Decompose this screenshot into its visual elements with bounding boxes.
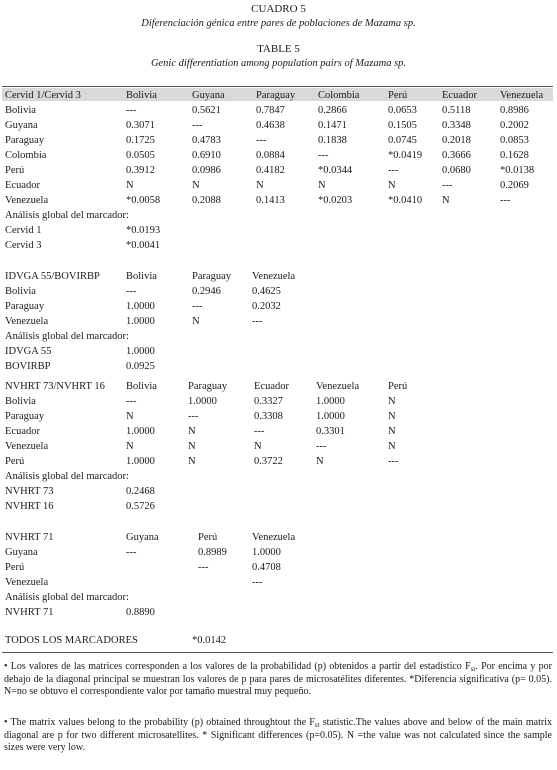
matrix-cell: N xyxy=(126,180,134,191)
matrix-cell: --- xyxy=(192,301,203,312)
matrix-cell: N xyxy=(388,441,396,452)
column-header: Perú xyxy=(198,532,218,543)
matrix-cell: 0.3308 xyxy=(254,411,283,422)
matrix-cell: 0.0884 xyxy=(256,150,285,161)
column-header: Paraguay xyxy=(188,381,228,392)
matrix-cell: --- xyxy=(388,456,399,467)
row-label: Venezuela xyxy=(5,441,49,452)
marker-name: IDVGA 55 xyxy=(5,346,52,357)
column-header: Venezuela xyxy=(500,90,544,101)
matrix-cell: N xyxy=(442,195,450,206)
matrix-cell: 0.1725 xyxy=(126,135,155,146)
matrix-cell: 0.4638 xyxy=(256,120,285,131)
column-header: Venezuela xyxy=(252,532,296,543)
row-label: Venezuela xyxy=(5,195,49,206)
row-label: Guyana xyxy=(5,547,38,558)
matrix-cell: 0.4708 xyxy=(252,562,281,573)
row-label: Venezuela xyxy=(5,577,49,588)
column-header: Venezuela xyxy=(252,271,296,282)
matrix-cell: --- xyxy=(388,165,399,176)
matrix-cell: --- xyxy=(252,577,263,588)
matrix-cell: 0.1838 xyxy=(318,135,347,146)
matrix-cell: 0.2069 xyxy=(500,180,529,191)
matrix-cell: 0.3666 xyxy=(442,150,471,161)
matrix-cell: N xyxy=(188,456,196,467)
matrix-cell: 0.3071 xyxy=(126,120,155,131)
matrix-cell: *0.0058 xyxy=(126,195,161,206)
column-header: Guyana xyxy=(192,90,225,101)
marker-global-value: 0.5726 xyxy=(126,501,155,512)
matrix-cell: 0.4182 xyxy=(256,165,285,176)
matrix-cell: N xyxy=(126,411,134,422)
marker-name: NVHRT 71 xyxy=(5,607,54,618)
global-analysis-label: Análisis global del marcador: xyxy=(5,331,129,342)
matrix-cell: 0.0986 xyxy=(192,165,221,176)
matrix-cell: --- xyxy=(254,426,265,437)
matrix-cell: 0.2032 xyxy=(252,301,281,312)
global-analysis-label: Análisis global del marcador: xyxy=(5,210,129,221)
matrix-cell: 0.2088 xyxy=(192,195,221,206)
matrix-cell: --- xyxy=(442,180,453,191)
cuadro-title: Diferenciación génica entre pares de poblaciones de Mazama sp. xyxy=(141,18,416,29)
matrix-cell: 1.0000 xyxy=(316,396,345,407)
column-header: Perú xyxy=(388,381,408,392)
column-header: Bolivia xyxy=(126,381,157,392)
column-header: Bolivia xyxy=(126,271,157,282)
matrix-cell: 0.1505 xyxy=(388,120,417,131)
matrix-cell: N xyxy=(388,411,396,422)
matrix-cell: *0.0344 xyxy=(318,165,353,176)
matrix-cell: 0.2866 xyxy=(318,105,347,116)
matrix-cell: 0.4783 xyxy=(192,135,221,146)
marker-name: NVHRT 16 xyxy=(5,501,54,512)
matrix-cell: 0.0680 xyxy=(442,165,471,176)
matrix-title: IDVGA 55/BOVIRBP xyxy=(5,271,100,282)
column-header: Paraguay xyxy=(192,271,232,282)
matrix-cell: --- xyxy=(192,120,203,131)
table-title: Genic differentiation among population pairs of Mazama sp. xyxy=(150,58,407,69)
matrix-cell: 0.2946 xyxy=(192,286,221,297)
note-spanish: • Los valores de las matrices corresponden a los valores de la probabilidad (p) obtenidos a partir del estadístico $F_{st}$. Por encima y por debajo de la diagonal principal se muestran los valores de p para pares de microsatélites diferentes. *Diferencia significativa (p= 0.05). N=no se obtuvo el correspondiente valor por tamaño muestral muy pequeño. xyxy=(4,661,552,697)
row-label: Perú xyxy=(5,562,25,573)
matrix-cell: 1.0000 xyxy=(126,426,155,437)
matrix-title: NVHRT 71 xyxy=(5,532,54,543)
matrix-cell: N xyxy=(388,426,396,437)
matrix-cell: 0.4625 xyxy=(252,286,281,297)
matrix-cell: 0.6910 xyxy=(192,150,221,161)
row-label: Ecuador xyxy=(5,180,40,191)
cuadro-number: CUADRO 5 xyxy=(251,3,306,15)
matrix-cell: --- xyxy=(188,411,199,422)
marker-name: Cervid 3 xyxy=(5,240,42,251)
row-label: Paraguay xyxy=(5,135,45,146)
matrix-cell: 1.0000 xyxy=(252,547,281,558)
table-bottom-rule xyxy=(2,652,553,653)
matrix-cell: --- xyxy=(126,396,137,407)
row-label: Paraguay xyxy=(5,301,45,312)
row-label: Perú xyxy=(5,165,25,176)
marker-name: NVHRT 73 xyxy=(5,486,54,497)
marker-global-value: 1.0000 xyxy=(126,346,155,357)
matrix-cell: 0.8986 xyxy=(500,105,529,116)
matrix-cell: --- xyxy=(126,547,137,558)
matrix-cell: 0.0505 xyxy=(126,150,155,161)
column-header: Paraguay xyxy=(256,90,296,101)
column-header: Perú xyxy=(388,90,408,101)
global-analysis-label: Análisis global del marcador: xyxy=(5,592,129,603)
matrix-cell: 0.1471 xyxy=(318,120,347,131)
matrix-cell: --- xyxy=(126,105,137,116)
table-top-rule xyxy=(2,86,553,87)
matrix-cell: N xyxy=(388,396,396,407)
matrix-cell: N xyxy=(192,316,200,327)
matrix-cell: N xyxy=(254,441,262,452)
matrix-cell: 0.5621 xyxy=(192,105,221,116)
row-label: Paraguay xyxy=(5,411,45,422)
matrix-cell: *0.0410 xyxy=(388,195,423,206)
matrix-cell: 0.7847 xyxy=(256,105,285,116)
matrix-cell: 0.1413 xyxy=(256,195,285,206)
matrix-cell: 0.3327 xyxy=(254,396,283,407)
matrix-cell: 1.0000 xyxy=(126,456,155,467)
matrix-cell: 0.3722 xyxy=(254,456,283,467)
matrix-cell: N xyxy=(126,441,134,452)
marker-global-value: *0.0193 xyxy=(126,225,161,236)
matrix-cell: 0.3301 xyxy=(316,426,345,437)
matrix-cell: N xyxy=(192,180,200,191)
row-label: Ecuador xyxy=(5,426,40,437)
marker-name: BOVIRBP xyxy=(5,361,51,372)
matrix-cell: 0.5118 xyxy=(442,105,471,116)
row-label: Venezuela xyxy=(5,316,49,327)
matrix-cell: 1.0000 xyxy=(188,396,217,407)
matrix-cell: --- xyxy=(198,562,209,573)
matrix-cell: --- xyxy=(318,150,329,161)
matrix-cell: 0.3348 xyxy=(442,120,471,131)
row-label: Perú xyxy=(5,456,25,467)
matrix-title: Cervid 1/Cervid 3 xyxy=(5,90,81,101)
matrix-cell: 1.0000 xyxy=(126,316,155,327)
matrix-cell: 1.0000 xyxy=(126,301,155,312)
matrix-cell: --- xyxy=(500,195,511,206)
column-header: Bolivia xyxy=(126,90,157,101)
matrix-cell: 0.8989 xyxy=(198,547,227,558)
table-number: TABLE 5 xyxy=(257,43,300,55)
matrix-cell: *0.0419 xyxy=(388,150,423,161)
note-english: • The matrix values belong to the probability (p) obtained throughtout the $F_{st}$ statistic.The values above and below of the main matrix diagonal are p for two different microsatellites. * Significant differences (p=0.05). N =the value was not calculated since the sample sizes were very low. xyxy=(4,717,552,753)
row-label: Bolivia xyxy=(5,286,36,297)
row-label: Bolivia xyxy=(5,396,36,407)
matrix-cell: --- xyxy=(316,441,327,452)
matrix-cell: --- xyxy=(256,135,267,146)
column-header: Ecuador xyxy=(442,90,477,101)
matrix-cell: --- xyxy=(252,316,263,327)
matrix-cell: 1.0000 xyxy=(316,411,345,422)
matrix-cell: 0.0853 xyxy=(500,135,529,146)
column-header: Venezuela xyxy=(316,381,360,392)
todos-label: TODOS LOS MARCADORES xyxy=(5,635,138,646)
matrix-cell: N xyxy=(188,426,196,437)
marker-global-value: *0.0041 xyxy=(126,240,161,251)
marker-global-value: 0.8890 xyxy=(126,607,155,618)
matrix-cell: 0.0745 xyxy=(388,135,417,146)
matrix-title: NVHRT 73/NVHRT 16 xyxy=(5,381,105,392)
matrix-cell: 0.3912 xyxy=(126,165,155,176)
matrix-cell: N xyxy=(188,441,196,452)
matrix-cell: --- xyxy=(126,286,137,297)
row-label: Bolivia xyxy=(5,105,36,116)
column-header: Guyana xyxy=(126,532,159,543)
matrix-cell: N xyxy=(316,456,324,467)
column-header: Colombia xyxy=(318,90,360,101)
matrix-cell: N xyxy=(318,180,326,191)
matrix-cell: 0.2002 xyxy=(500,120,529,131)
row-label: Colombia xyxy=(5,150,47,161)
marker-global-value: 0.2468 xyxy=(126,486,155,497)
matrix-cell: 0.1628 xyxy=(500,150,529,161)
matrix-cell: *0.0203 xyxy=(318,195,353,206)
row-label: Guyana xyxy=(5,120,38,131)
marker-name: Cervid 1 xyxy=(5,225,42,236)
todos-value: *0.0142 xyxy=(192,635,227,646)
matrix-cell: N xyxy=(388,180,396,191)
global-analysis-label: Análisis global del marcador: xyxy=(5,471,129,482)
marker-global-value: 0.0925 xyxy=(126,361,155,372)
matrix-cell: 0.2018 xyxy=(442,135,471,146)
matrix-cell: *0.0138 xyxy=(500,165,535,176)
matrix-cell: 0.0653 xyxy=(388,105,417,116)
column-header: Ecuador xyxy=(254,381,289,392)
matrix-cell: N xyxy=(256,180,264,191)
